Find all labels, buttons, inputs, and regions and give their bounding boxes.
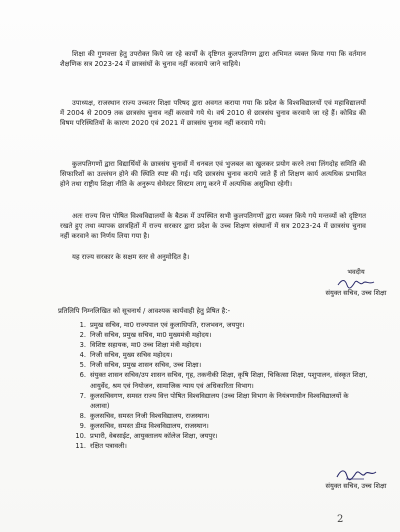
recipient-number: 11. bbox=[75, 442, 86, 451]
recipient-text: रक्षित पत्रावली। bbox=[90, 442, 127, 451]
page-number: 2 bbox=[337, 514, 344, 525]
recipient-item bbox=[70, 421, 370, 431]
recipient-item bbox=[70, 441, 370, 451]
approval-line: यह राज्य सरकार के सक्षम स्तर से अनुमोदित है। bbox=[72, 253, 190, 261]
recipient-text: संयुक्त शासन सचिव/उप शासन सचिव, गृह, तकनीकी शिक्षा, कृषि शिक्षा, चिकित्सा शिक्षा, पशुपालन, संस्कृत शिक्षा, आयुर्वेद, श्रम एवं नियोजन, सामाजिक न्याय एवं अधिकारिता विभाग। bbox=[90, 371, 368, 390]
recipient-number: 5. bbox=[79, 361, 86, 370]
recipient-text: निजी सचिव, प्रमुख शासन सचिव, उच्च शिक्षा। bbox=[90, 361, 202, 370]
recipient-item bbox=[70, 370, 370, 390]
recipient-item bbox=[70, 320, 370, 330]
recipient-text: प्रभारी, वेबसाईट, आयुक्तालय कॉलेज शिक्षा, जयपुर। bbox=[90, 432, 218, 441]
recipient-number: 2. bbox=[79, 331, 86, 340]
recipient-item bbox=[70, 431, 370, 441]
recipient-item bbox=[70, 391, 370, 411]
recipient-number: 6. bbox=[79, 371, 86, 380]
paragraph-1: शिक्षा की गुणवत्ता हेतु उपरोक्त किये जा रहे कार्यों के दृष्टिगत कुलपतिगण द्वारा अभिमत व्यक्त किया गया कि वर्तमान शैक्षणिक सत्र 2023-24 में छात्रसंघों के चुनाव नहीं करवाये जाने चाहिये। bbox=[60, 49, 366, 68]
recipient-number: 1. bbox=[79, 321, 86, 329]
recipient-number: 7. bbox=[79, 391, 86, 400]
recipient-item bbox=[70, 411, 370, 421]
recipient-item bbox=[70, 360, 370, 370]
paragraph-2: उपाध्यक्ष, राजस्थान राज्य उच्चतर शिक्षा परिषद द्वारा अवगत कराया गया कि प्रदेश के विश्वविद्यालयों एवं महाविद्यालयों में 2004 से 2009 तक छात्रसंघ चुनाव नहीं करवाये गये थे। वर्ष 2010 से छात्रसंघ चुनाव करवाये जा रहे हैं। कोविड की विषम परिस्थितियों के कारण 2020 एवं 2021 में छात्रसंघ चुनाव नहीं करवाये गये। bbox=[60, 98, 366, 128]
recipient-number: 3. bbox=[79, 341, 86, 350]
recipient-number: 8. bbox=[79, 411, 86, 420]
recipient-item bbox=[70, 350, 370, 360]
recipient-text: विशिष्ट सहायक, मा0 उच्च शिक्षा मंत्री महोदय। bbox=[90, 341, 202, 350]
recipient-item bbox=[70, 340, 370, 350]
signature-block-2 bbox=[316, 466, 396, 491]
signature-block-1 bbox=[316, 268, 396, 298]
recipient-text: कुलसचिवगण, समस्त राज्य वित्त पोषित विश्वविद्यालय (उच्च शिक्षा विभाग के नियंत्रणाधीन विश्वविद्यालयों के अलावा) bbox=[90, 391, 349, 410]
copy-heading: प्रतिलिपि निम्नलिखित को सूचनार्थ / आवश्यक कार्यवाही हेतु प्रेषित है:- bbox=[58, 307, 231, 315]
recipient-text: निजी सचिव, प्रमुख सचिव, मा0 मुख्यमंत्री महोदय। bbox=[90, 331, 212, 340]
recipient-number: 9. bbox=[79, 421, 86, 430]
paragraph-4: अतः राज्य वित्त पोषित विश्वविद्यालयों के बैठक में उपस्थित सभी कुलपतिगणों द्वारा व्यक्त किये गये मन्तव्यों को दृष्टिगत रखते हुए तथा व्यापक छात्रहितों में राज्य सरकार द्वारा प्रदेश के उच्च शिक्षण संस्थानों में सत्र 2023-24 में छात्रसंघ चुनाव नहीं करवाने का निर्णय लिया गया है। bbox=[60, 211, 366, 241]
recipient-text: कुलसचिव, समस्त निजी विश्वविद्यालय, राजस्थान। bbox=[90, 411, 210, 420]
paragraph-3: कुलपतिगणों द्वारा विद्यार्थियों के छात्रसंघ चुनावों में धनबल एवं भुजबल का खुलकर प्रयोग करने तथा लिंगदोह समिति की सिफारिशों का उल्लंघन होने की स्थिति स्पष्ट की गई। यदि छात्रसंघ चुनाव कराये जाते हैं तो शिक्षण कार्य अत्यधिक प्रभावित होने तथा राष्ट्रीय शिक्षा नीति के अनुरूप सेमेस्टर सिस्टम लागू करने में अत्यधिक असुविधा रहेगी। bbox=[60, 159, 366, 189]
recipient-number: 4. bbox=[79, 351, 86, 360]
recipient-item bbox=[70, 330, 370, 340]
designation: संयुक्त सचिव, उच्च शिक्षा bbox=[325, 289, 387, 297]
recipient-number: 10. bbox=[75, 432, 86, 441]
salutation: भवदीय bbox=[347, 268, 365, 276]
recipient-text: प्रमुख सचिव, मा0 राज्यपाल एवं कुलाधिपति, राजभवन, जयपुर। bbox=[90, 321, 245, 329]
recipient-list bbox=[70, 320, 370, 451]
recipient-text: निजी सचिव, मुख्य सचिव महोदय। bbox=[90, 351, 173, 360]
recipient-text: कुलसचिव, समस्त डीम्ड विश्वविद्यालय, राजस्थान। bbox=[90, 421, 209, 430]
signature-mark bbox=[316, 277, 396, 289]
designation: संयुक्त सचिव, उच्च शिक्षा bbox=[325, 482, 387, 490]
signature-mark bbox=[316, 466, 396, 482]
